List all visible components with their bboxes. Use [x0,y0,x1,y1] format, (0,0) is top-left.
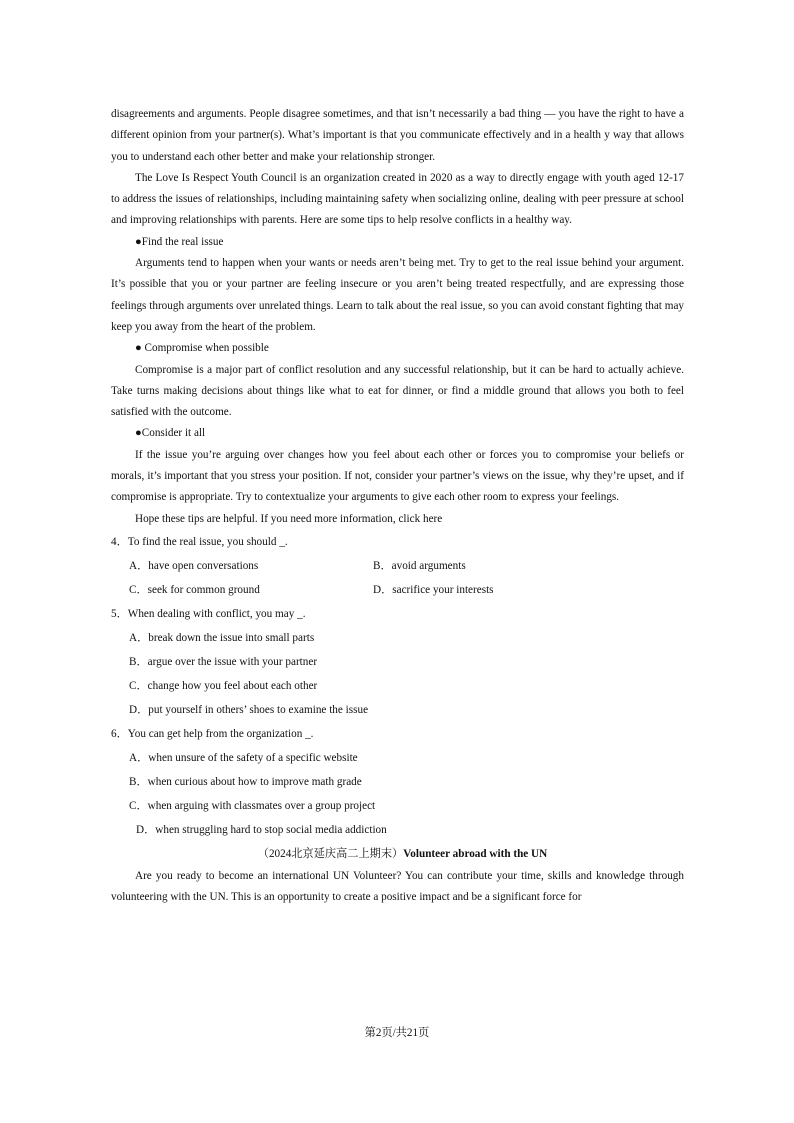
page-number-footer: 第2页/共21页 [364,1027,430,1039]
question-4 [111,530,684,602]
tip-3-body: If the issue you’re arguing over changes how you feel about each other or forces you to compromise your beliefs or morals, it’s important that you stress your position. If not, consider your partner’s views on the issue, why they’re upset, and if compromise is appropriate. Try to contextualize your arguments to give each other room to express your feelings. [111,448,684,504]
closing-line: Hope these tips are helpful. If you need more information, click here [135,512,443,525]
option-6c: C．when arguing with classmates over a group project [129,799,376,812]
tip-1-title: ●Find the real issue [135,235,224,248]
question-5 [111,602,684,722]
question-6 [111,722,684,842]
option-4a: A．have open conversations [129,559,259,572]
option-4b: B．avoid arguments [373,559,466,572]
tip-1-body: Arguments tend to happen when your wants or needs aren’t being met. Try to get to the real issue behind your argument. It’s possible that you or your partner are feeling insecure or you aren’t being treated respectfully, and are expressing those feelings through arguments over unrelated things. Learn to talk about the real issue, so you can avoid constant fighting that may keep you away from the heart of the problem. [111,257,684,333]
option-4c: C．seek for common ground [129,583,260,596]
question-6-options [111,746,684,842]
document-body [111,104,684,909]
option-6a: A．when unsure of the safety of a specific website [129,751,358,764]
question-4-stem: 4．To find the real issue, you should _. [111,535,288,548]
question-5-options [111,626,684,722]
option-5a: A．break down the issue into small parts [129,631,315,644]
section-heading [111,842,684,866]
tip-2-body: Compromise is a major part of conflict resolution and any successful relationship, but it can be hard to actually achieve. Take turns making decisions about things like what to eat for dinner, or find a middle ground that allows you both to feel satisfied with the outcome. [111,363,684,419]
question-4-options [111,554,684,602]
paragraph-1: disagreements and arguments. People disagree sometimes, and that isn’t necessarily a bad thing — you have the right to have a different opinion from your partner(s). What’s important is that you communicate effectively and in a health y way that allows you to understand each other better and make your relationship stronger. [111,108,684,163]
option-4d: D．sacrifice your interests [373,583,494,596]
question-5-stem: 5．When dealing with conflict, you may _. [111,607,306,620]
option-5b: B．argue over the issue with your partner [129,655,318,668]
section-title: Volunteer abroad with the UN [403,847,548,860]
tip-2-title: ● Compromise when possible [135,342,269,355]
option-6b: B．when curious about how to improve math grade [129,775,362,788]
question-6-stem: 6．You can get help from the organization _. [111,727,314,740]
option-5d: D．put yourself in others’ shoes to examine the issue [129,703,369,716]
paragraph-2: The Love Is Respect Youth Council is an organization created in 2020 as a way to directly engage with youth aged 12-17 to address the issues of relationships, including maintaining safety when socializing online, dealing with peer pressure at school and improving relationships with parents. Here are some tips to help resolve conflicts in a healthy way. [111,171,684,227]
option-6d: D．when struggling hard to stop social media addiction [136,823,387,836]
option-5c: C．change how you feel about each other [129,679,318,692]
section-source: （2024北京延庆高二上期末） [257,847,404,860]
section-intro: Are you ready to become an international UN Volunteer? You can contribute your time, skills and knowledge through volunteering with the UN. This is an opportunity to create a positive impact and be a significant force for [111,869,684,904]
tip-3-title: ●Consider it all [135,427,206,440]
